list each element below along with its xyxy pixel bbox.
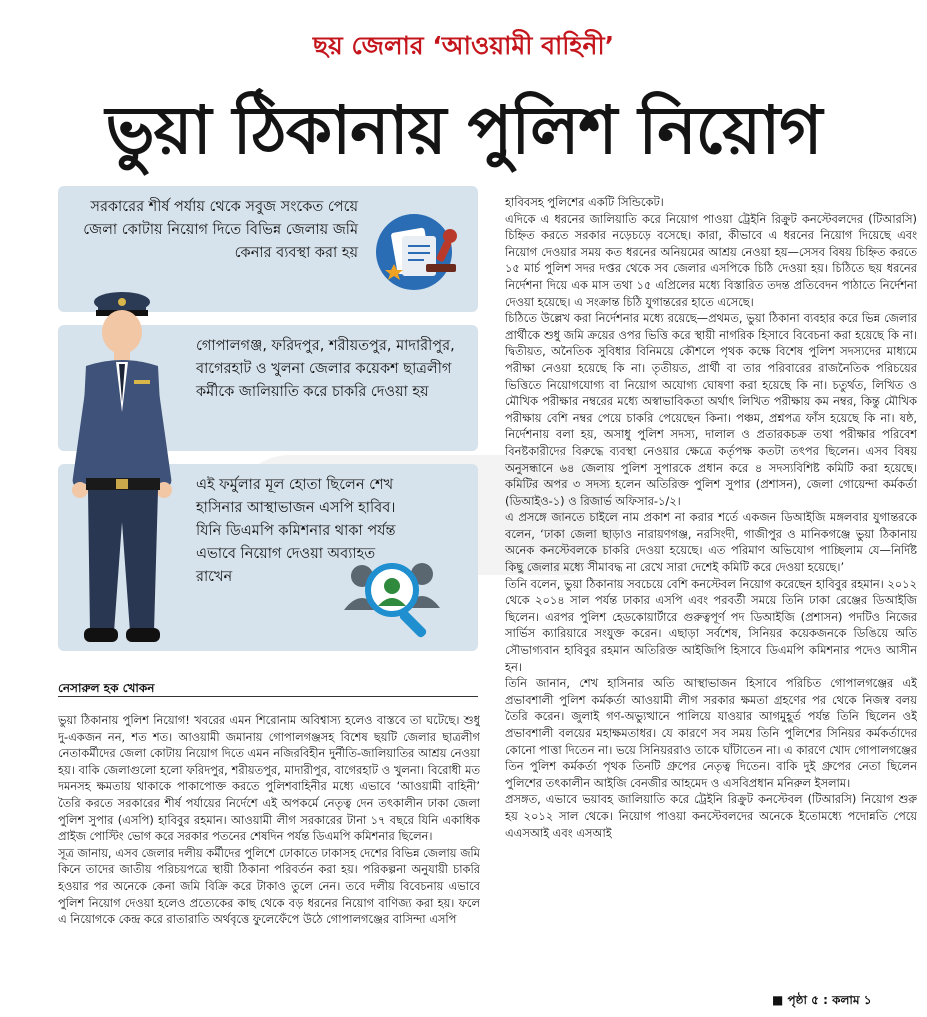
continuation-jump: ■ পৃষ্ঠা ৫ : কলাম ১ [772,993,872,1007]
documents-stamp-icon [370,206,466,294]
info-graphic [58,186,478,651]
article-right-column [505,194,917,990]
byline: নেসারুল হক খোকন [58,681,155,695]
paragraph: তিনি জানান, শেখ হাসিনার অতি আস্থাভাজন হিসাবে পরিচিত গোপালগঞ্জের এই প্রভাবশালী পুলিশ কর্মকর্তা আওয়ামী লীগ সরকার ক্ষমতা গ্রহণের পর থেকে নিজস্ব বলয় তৈরি করেন। জুলাই গণ-অভ্যুত্থানে পালিয়ে যাওয়ার আগমুহূর্ত পর্যন্ত তিনি ছিলেন ওই প্রভাবশালী বলয়ের মহাক্ষমতাধর। যে কারণে সব সময় তিনি পুলিশের সিনিয়র কর্মকর্তাদের কোনো পাত্তা দিতেন না। ভয়ে সিনিয়ররাও তাকে ঘাঁটাতেন না। এ কারণে খোদ গোপালগঞ্জের তিন পুলিশ কর্মকর্তা পৃথক তিনটি গ্রুপের নেতৃত্ব দিতেন। বাকি দুই গ্রুপের নেতা ছিলেন পুলিশের তৎকালীন আইজি বেনজীর আহমেদ ও এসবিপ্রধান মনিরুল ইসলাম। [505,676,917,790]
byline-rule [58,696,478,697]
paragraph: প্রসঙ্গত, এভাবে ভয়াবহ জালিয়াতি করে ট্রেইনি রিক্রুট কনস্টেবল (টিআরসি) নিয়োগ শুরু হয় ২০১২ সাল থেকে। নিয়োগ পাওয়া কনস্টেবলদের অনেকে ইতোমধ্যে পদোন্নতি পেয়ে এএসআই এবং এসআই [505,792,917,840]
police-officer-illustration [58,282,188,652]
headline: ভুয়া ঠিকানায় পুলিশ নিয়োগ [105,92,822,169]
paragraph: সূত্র জানায়, এসব জেলার দলীয় কর্মীদের পুলিশে ঢোকাতে ঢাকাসহ দেশের বিভিন্ন জেলায় জমি কিনে তাদের জাতীয় পরিচয়পত্রে স্থায়ী ঠিকানা পরিবর্তন করা হয়। পরিকল্পনা অনুযায়ী চাকরি হওয়ার পর অনেকে কেনা জমি বিক্রি করে টাকাও তুলে নেন। তবে দলীয় বিবেচনায় এভাবে পুলিশ নিয়োগ দেওয়া হলেও প্রত্যেকের কাছ থেকে বড় ধরনের নিয়োগ বাণিজ্য করা হয়। ফলে এ নিয়োগকে কেন্দ্র করে রাতারাতি অর্থবৃত্তে ফুলেফেঁপে উঠে গোপালগঞ্জের বাসিন্দা এসপি [58,845,480,927]
info-box-1-text: সরকারের শীর্ষ পর্যায় থেকে সবুজ সংকেত পেয়ে জেলা কোটায় নিয়োগ দিতে বিভিন্ন জেলায় জমি কেনার ব্যবস্থা করা হয় [83,199,358,261]
paragraph: এ প্রসঙ্গে জানতে চাইলে নাম প্রকাশ না করার শর্তে একজন ডিআইজি মঙ্গলবার যুগান্তরকে বলেন, ‘ঢাকা জেলা ছাড়াও নারায়ণগঞ্জ, নরসিংদী, গাজীপুর ও মানিকগঞ্জে ভুয়া ঠিকানায় অনেক কনস্টেবলকে চাকরি দেওয়া হয়েছে। এত পরিমাণ অভিযোগ পাচ্ছিলাম যে—নির্দিষ্ট কিছু জেলার মধ্যে সীমাবদ্ধ না রেখে সারা দেশেই কমিটি করে দেওয়া হয়েছে।’ [505,510,917,575]
paragraph: ভুয়া ঠিকানায় পুলিশ নিয়োগ! খবরের এমন শিরোনাম অবিশ্বাস্য হলেও বাস্তবে তা ঘটেছে। শুধু দু-একজন নন, শত শত। আওয়ামী জমানায় গোপালগঞ্জসহ বিশেষ ছয়টি জেলার ছাত্রলীগ নেতাকর্মীদের জেলা কোটায় নিয়োগ দিতে এমন নজিরবিহীন দুর্নীতি-জালিয়াতির আশ্রয় নেওয়া হয়। বাকি জেলাগুলো হলো ফরিদপুর, শরীয়তপুর, মাদারীপুর, বাগেরহাট ও খুলনা। বিরোধী মত দমনসহ ক্ষমতায় থাকাকে পাকাপোক্ত করতে পুলিশবাহিনীর মধ্যে এভাবে ‘আওয়ামী বাহিনী’ তৈরি করতে সরকারের শীর্ষ পর্যায়ের নির্দেশে এই অপকর্মে নেতৃত্ব দেন তৎকালীন ঢাকা জেলা পুলিশ সুপার (এসপি) হাবিবুর রহমান। আওয়ামী লীগ সরকারের টানা ১৭ বছরে যিনি একাধিক প্রাইজ পোস্টিং ভোগ করে সরকার পতনের শেষদিন পর্যন্ত ডিএমপি কমিশনার ছিলেন। [58,713,480,844]
info-box-3-text: এই ফর্মুলার মূল হোতা ছিলেন শেখ হাসিনার আস্থাভাজন এসপি হাবিব। যিনি ডিএমপি কমিশনার থাকা পর্যন্ত এভাবে নিয়োগ দেওয়া অব্যাহত রাখেন [196,477,396,585]
paragraph: তিনি বলেন, ভুয়া ঠিকানায় সবচেয়ে বেশি কনস্টেবল নিয়োগ করেছেন হাবিবুর রহমান। ২০১২ থেকে ২০১৪ সাল পর্যন্ত ঢাকার এসপি এবং পরবর্তী সময়ে তিনি ঢাকা রেঞ্জের ডিআইজি ছিলেন। এরপর পুলিশ হেডকোয়ার্টারে গুরুত্বপূর্ণ পদ ডিআইজি (প্রশাসন) পদটিও নিজের সার্ভিস ক্যারিয়ারে সংযুক্ত করেন। এছাড়া সর্বশেষ, সিনিয়র কয়েকজনকে ডিঙিয়ে অতি সৌভাগ্যবান হাবিবুর রহমান অতিরিক্ত আইজিপি হিসাবে ডিএমপি কমিশনার পদেও আসীন হন। [505,576,917,674]
kicker: ছয় জেলার ‘আওয়ামী বাহিনী’ [312,31,615,60]
paragraph: চিঠিতে উল্লেখ করা নির্দেশনার মধ্যে রয়েছে—প্রথমত, ভুয়া ঠিকানা ব্যবহার করে ভিন্ন জেলার প্রার্থীকে শুধু জমি ক্রয়ের ওপর ভিত্তি করে স্থায়ী নাগরিক হিসাবে বিবেচনা করা হয়েছে কি না। দ্বিতীয়ত, অনৈতিক সুবিধার বিনিময়ে কৌশলে পৃথক কক্ষে বিশেষ পুলিশ সদস্যদের মাধ্যমে পরীক্ষা নেওয়া হয়েছে কি না। তৃতীয়ত, প্রার্থী বা তার পরিবারের রাজনৈতিক পরিচয়ের ভিত্তিতে নিয়োগযোগ্য বা নিয়োগ অযোগ্য ঘোষণা করা হয়েছে কি না। চতুর্থত, লিখিত ও মৌখিক পরীক্ষার নম্বরের মধ্যে অস্বাভাবিকতা অর্থাৎ লিখিত পরীক্ষায় কম নম্বর, কিন্তু মৌখিক পরীক্ষায় বেশি নম্বর পেয়ে চাকরি পেয়েছেন কিনা। পঞ্চম, প্রশ্নপত্র ফাঁস হয়েছে কি না। ষষ্ঠ, নির্দেশনায় বলা হয়, অসাধু পুলিশ সদস্য, দালাল ও প্রতারকচক্র তথা পরীক্ষার পরিবেশ বিনষ্টকারীদের বিরুদ্ধে ব্যবস্থা নেওয়ার ক্ষেত্রে কর্তৃপক্ষ কতটা তৎপর ছিলেন। এসব বিষয় অনুসন্ধানে ৬৪ জেলায় পুলিশ সুপারকে প্রধান করে ৪ সদস্যবিশিষ্ট কমিটি করা হয়েছে। কমিটির অপর ৩ সদস্য হলেন অতিরিক্ত পুলিশ সুপার (প্রশাসন), জেলা গোয়েন্দা কর্মকর্তা (ডিআইও-১) ও রিজার্ভ অফিসার-১/২। [505,311,917,508]
paragraph: এদিকে এ ধরনের জালিয়াতি করে নিয়োগ পাওয়া ট্রেইনি রিক্রুট কনস্টেবলদের (টিআরসি) চিহ্নিত করতে সরকার নড়েচড়ে বসেছে। কারা, কীভাবে এ ধরনের নিয়োগ দিয়েছে এবং নিয়োগ দেওয়ার সময় কত ধরনের অনিয়মের আশ্রয় নেওয়া হয়—সেসব বিষয় চিহ্নিত করতে ১৫ মার্চ পুলিশ সদর দপ্তর থেকে সব জেলার এসপিকে চিঠি দেওয়া হয়। চিঠিতে ছয় ধরনের নির্দেশনা দিয়ে এক মাস তথা ১৫ এপ্রিলের মধ্যে বিস্তারিত তদন্ত প্রতিবেদন পাঠাতে নির্দেশনা দেওয়া হয়েছে। এ সংক্রান্ত চিঠি যুগান্তরের হাতে এসেছে। [505,211,917,309]
people-search-icon [340,546,450,646]
article-left-column [58,712,480,1012]
info-box-2-text: গোপালগঞ্জ, ফরিদপুর, শরীয়তপুর, মাদারীপুর, বাগেরহাট ও খুলনা জেলার কয়েকশ ছাত্রলীগ কর্মীকে জালিয়াতি করে চাকরি দেওয়া হয় [196,338,455,400]
paragraph: হাবিবসহ পুলিশের একটি সিন্ডিকেট। [505,195,664,209]
